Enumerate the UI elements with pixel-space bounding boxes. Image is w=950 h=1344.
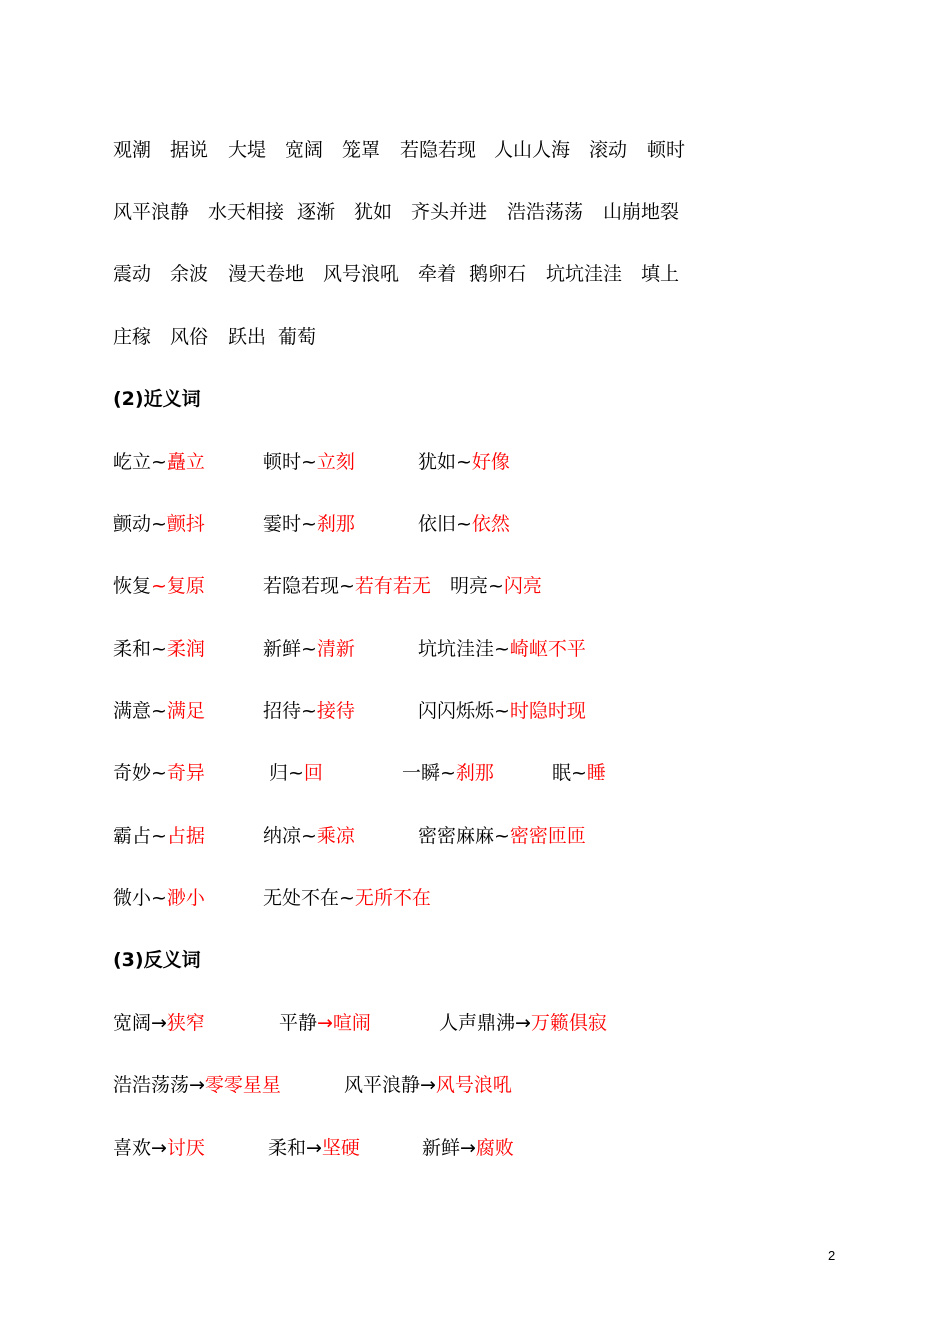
antonym-pair — [113, 1070, 281, 1100]
synonym-word: 闪闪烁烁~ — [418, 700, 510, 722]
synonym-answer: 颤抖 — [166, 513, 205, 535]
synonym-answer: 回 — [303, 762, 323, 784]
synonym-answer: 刹那 — [455, 762, 494, 784]
synonym-answer: 依然 — [471, 513, 510, 535]
antonym-pair — [422, 1133, 514, 1163]
antonym-pair — [113, 1133, 205, 1163]
synonym-pair — [113, 634, 205, 664]
synonym-pair — [402, 758, 494, 788]
synonym-pair — [263, 883, 431, 913]
synonym-answer: 闪亮 — [503, 575, 542, 597]
synonym-word: 坑坑洼洼~ — [418, 638, 510, 660]
synonym-word: 明亮~ — [450, 575, 504, 597]
synonym-word: 柔和~ — [113, 638, 167, 660]
antonym-word: 平静 — [279, 1012, 318, 1034]
antonym-word: 风平浪静→ — [344, 1074, 436, 1096]
synonym-word: 无处不在~ — [263, 887, 355, 909]
antonym-answer: 坚硬 — [321, 1137, 360, 1159]
synonym-pair — [113, 883, 205, 913]
synonym-pair — [552, 758, 606, 788]
vocab-word: 观潮 — [113, 139, 152, 161]
vocab-word: 风俗 — [170, 326, 209, 348]
synonym-answer: 密密匝匝 — [509, 825, 586, 847]
vocab-word: 据说 — [170, 139, 209, 161]
synonym-answer: 刹那 — [316, 513, 355, 535]
synonym-word: 归~ — [269, 762, 304, 784]
vocab-word: 跃出 — [228, 326, 267, 348]
synonym-pair — [418, 509, 510, 539]
synonym-word: 霸占~ — [113, 825, 167, 847]
vocab-word: 庄稼 — [113, 326, 152, 348]
synonym-pair — [263, 571, 431, 601]
antonym-word: 新鲜→ — [422, 1137, 476, 1159]
synonym-pair — [113, 821, 205, 851]
antonym-answer: 万籁俱寂 — [530, 1012, 607, 1034]
synonyms-heading: (2)近义词 — [113, 388, 201, 410]
synonym-word: 密密麻麻~ — [418, 825, 510, 847]
synonym-answer: 柔润 — [166, 638, 205, 660]
vocab-word: 滚动 — [589, 139, 628, 161]
antonym-answer: 风号浪吼 — [435, 1074, 512, 1096]
synonym-answer: 时隐时现 — [509, 700, 586, 722]
synonym-answer: 清新 — [316, 638, 355, 660]
vocab-word: 漫天卷地 — [228, 263, 305, 285]
antonym-pair — [268, 1133, 360, 1163]
synonym-word: 依旧~ — [418, 513, 472, 535]
synonym-answer: 乘凉 — [316, 825, 355, 847]
vocab-word: 大堤 — [228, 139, 267, 161]
page-number: 2 — [828, 1248, 836, 1263]
synonym-pair — [263, 509, 355, 539]
synonym-pair — [113, 447, 205, 477]
synonym-word: 霎时~ — [263, 513, 317, 535]
synonym-answer: 奇异 — [166, 762, 205, 784]
synonym-answer: 占据 — [166, 825, 205, 847]
synonym-answer: ~复原 — [151, 575, 205, 597]
vocab-word: 笼罩 — [342, 139, 381, 161]
synonym-answer: 矗立 — [166, 451, 205, 473]
synonym-answer: 若有若无 — [354, 575, 431, 597]
synonym-word: 颤动~ — [113, 513, 167, 535]
synonym-answer: 睡 — [586, 762, 606, 784]
synonym-answer: 渺小 — [166, 887, 205, 909]
antonym-word: 浩浩荡荡→ — [113, 1074, 205, 1096]
vocab-word: 齐头并进 — [411, 201, 488, 223]
vocab-word: 若隐若现 — [400, 139, 477, 161]
synonym-pair — [113, 696, 205, 726]
synonym-word: 顿时~ — [263, 451, 317, 473]
vocab-word: 风平浪静 — [113, 201, 190, 223]
antonym-answer: 腐败 — [475, 1137, 514, 1159]
synonym-pair — [113, 571, 205, 601]
antonym-answer: →喧闹 — [317, 1012, 371, 1034]
synonym-pair — [418, 634, 586, 664]
synonym-pair — [263, 821, 355, 851]
antonym-pair — [439, 1008, 607, 1038]
synonym-word: 屹立~ — [113, 451, 167, 473]
synonym-answer: 接待 — [316, 700, 355, 722]
synonym-pair — [113, 758, 205, 788]
vocab-word: 葡萄 — [278, 326, 317, 348]
synonym-word: 眠~ — [552, 762, 587, 784]
synonym-word: 纳凉~ — [263, 825, 317, 847]
synonym-word: 犹如~ — [418, 451, 472, 473]
synonym-pair — [418, 696, 586, 726]
synonym-pair — [263, 634, 355, 664]
synonym-word: 一瞬~ — [402, 762, 456, 784]
antonym-pair — [113, 1008, 205, 1038]
synonym-word: 恢复 — [113, 575, 152, 597]
synonym-word: 满意~ — [113, 700, 167, 722]
vocab-word: 震动 — [113, 263, 152, 285]
synonym-pair — [269, 758, 323, 788]
synonym-pair — [263, 447, 355, 477]
antonym-word: 人声鼎沸→ — [439, 1012, 531, 1034]
vocab-word: 牵着 — [418, 263, 457, 285]
antonym-answer: 讨厌 — [166, 1137, 205, 1159]
antonyms-heading: (3)反义词 — [113, 949, 201, 971]
synonym-pair — [418, 447, 510, 477]
synonym-answer: 好像 — [471, 451, 510, 473]
synonym-word: 奇妙~ — [113, 762, 167, 784]
vocab-word: 宽阔 — [285, 139, 324, 161]
synonym-word: 招待~ — [263, 700, 317, 722]
vocab-word: 顿时 — [647, 139, 686, 161]
antonym-answer: 狭窄 — [166, 1012, 205, 1034]
synonym-word: 若隐若现~ — [263, 575, 355, 597]
vocab-word: 犹如 — [354, 201, 393, 223]
vocab-word: 鹅卵石 — [469, 263, 527, 285]
vocab-word: 人山人海 — [494, 139, 571, 161]
antonym-word: 喜欢→ — [113, 1137, 167, 1159]
synonym-word: 新鲜~ — [263, 638, 317, 660]
synonym-pair — [450, 571, 542, 601]
synonym-pair — [113, 509, 205, 539]
vocab-word: 浩浩荡荡 — [507, 201, 584, 223]
vocab-word: 水天相接 — [208, 201, 285, 223]
synonym-pair — [263, 696, 355, 726]
synonym-answer: 满足 — [166, 700, 205, 722]
synonym-answer: 崎岖不平 — [509, 638, 586, 660]
synonym-pair — [418, 821, 586, 851]
vocab-word: 逐渐 — [297, 201, 336, 223]
antonym-pair — [279, 1008, 371, 1038]
vocab-word: 风号浪吼 — [323, 263, 400, 285]
antonym-answer: 零零星星 — [204, 1074, 281, 1096]
synonym-word: 微小~ — [113, 887, 167, 909]
vocab-word: 坑坑洼洼 — [546, 263, 623, 285]
antonym-word: 柔和→ — [268, 1137, 322, 1159]
vocab-word: 余波 — [170, 263, 209, 285]
synonym-answer: 无所不在 — [354, 887, 431, 909]
vocab-word: 填上 — [641, 263, 680, 285]
vocab-word: 山崩地裂 — [603, 201, 680, 223]
antonym-word: 宽阔→ — [113, 1012, 167, 1034]
synonym-answer: 立刻 — [316, 451, 355, 473]
antonym-pair — [344, 1070, 512, 1100]
